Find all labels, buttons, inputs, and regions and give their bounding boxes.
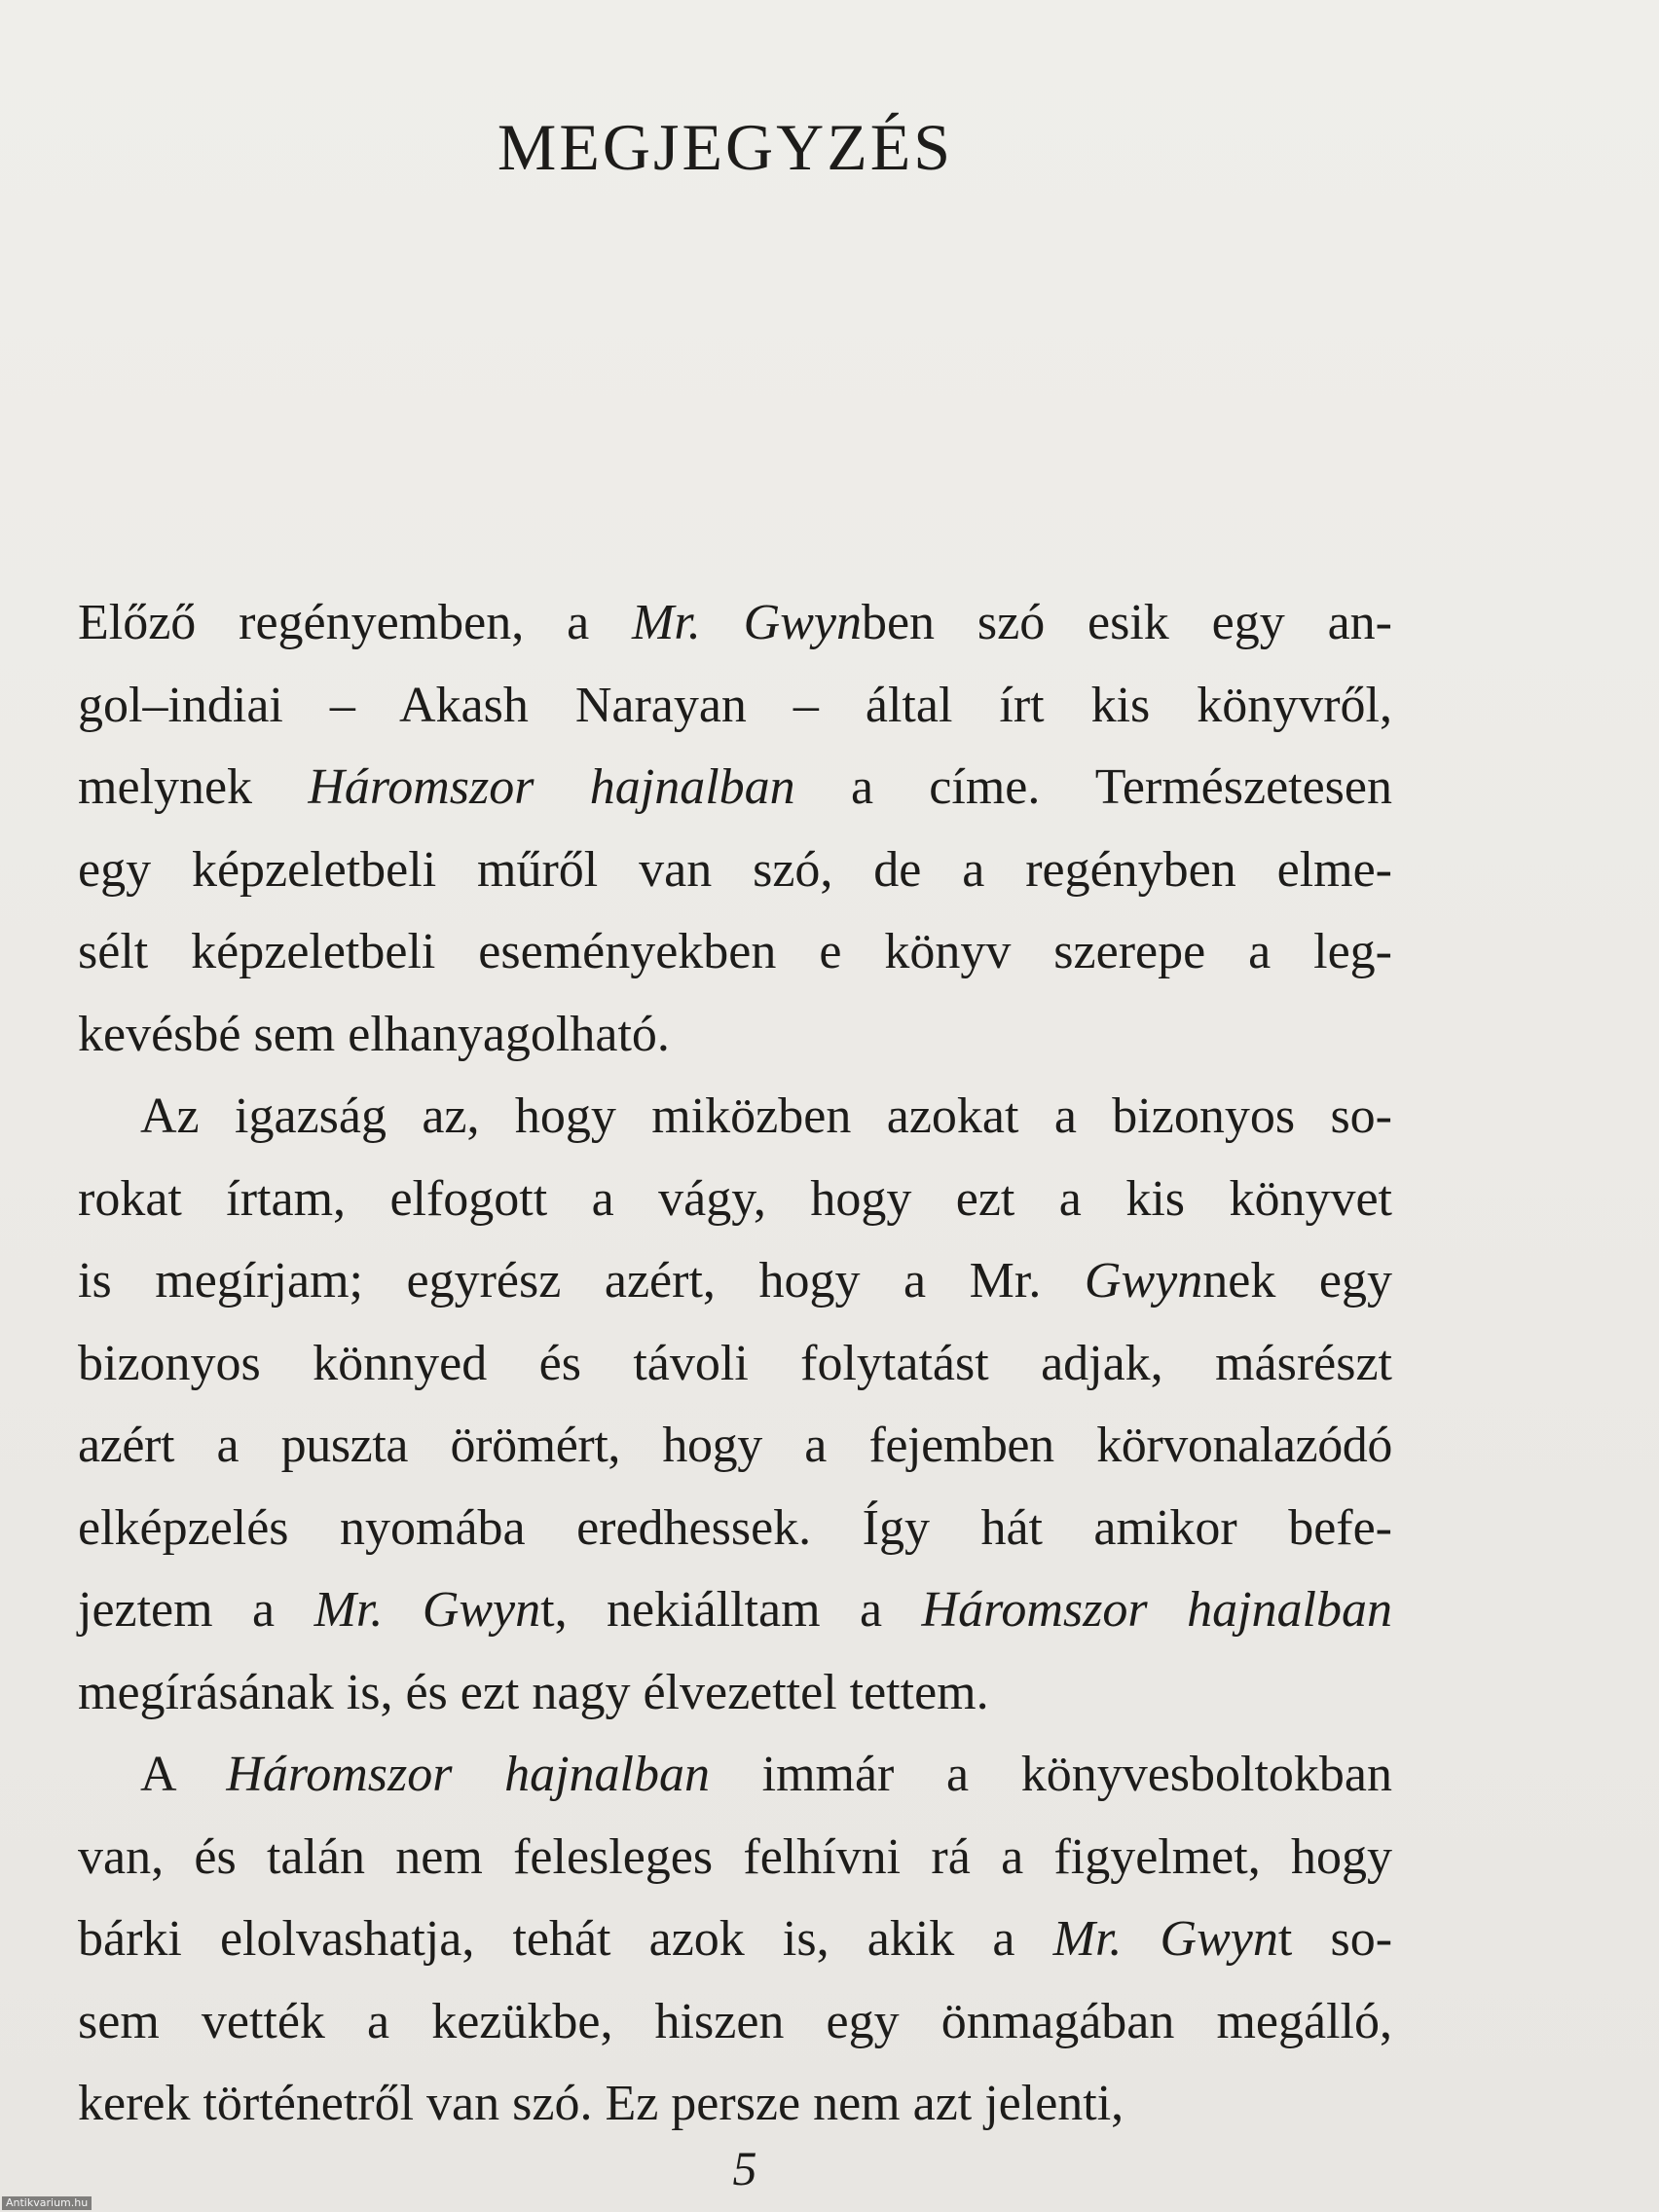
text-line — [78, 1817, 1392, 1899]
italic-title-run: Mr. Gwyn — [313, 1582, 541, 1638]
text-run: sem vették a kezükbe, hiszen egy önmagában megálló, — [78, 1993, 1392, 2049]
text-line — [78, 911, 1392, 994]
text-line — [78, 1981, 1392, 2064]
text-line — [78, 1240, 1392, 1323]
text-line — [78, 582, 1392, 665]
text-line — [78, 2063, 1392, 2146]
text-run: Előző regényemben, a — [78, 595, 632, 650]
text-run: ben szó esik egy an- — [861, 595, 1392, 650]
text-run: rokat írtam, elfogott a vágy, hogy ezt a kis könyvet — [78, 1170, 1392, 1227]
text-line — [78, 830, 1392, 912]
watermark: Antikvarium.hu — [2, 2196, 92, 2210]
italic-title-run: Háromszor hajnalban — [226, 1747, 710, 1802]
text-run: bizonyos könnyed és távoli folytatást adjak, másrészt — [78, 1335, 1392, 1391]
text-run: t so- — [1277, 1911, 1393, 1967]
text-run: nek egy — [1202, 1253, 1392, 1309]
text-line — [78, 747, 1392, 830]
text-line — [78, 665, 1392, 748]
italic-title-run: Mr. Gwyn — [1052, 1911, 1278, 1967]
italic-title-run: Háromszor hajnalban — [308, 759, 795, 815]
text-run: gol–indiai – Akash Narayan – által írt kis könyvről, — [78, 677, 1392, 733]
text-run: elképzelés nyomába eredhessek. Így hát amikor befe- — [78, 1499, 1392, 1556]
text-run: megírásának is, és ezt nagy élvezettel tettem. — [78, 1664, 989, 1720]
text-line — [78, 994, 1392, 1077]
text-run: A — [140, 1747, 227, 1802]
italic-title-run: Mr. Gwyn — [632, 595, 862, 650]
text-line — [78, 1405, 1392, 1488]
page-number: 5 — [732, 2141, 757, 2195]
text-line — [78, 1734, 1392, 1817]
text-run: immár a könyvesboltokban — [709, 1747, 1393, 1802]
text-run: Az igazság az, hogy miközben azokat a bizonyos so- — [140, 1088, 1392, 1144]
text-run: is megírjam; egyrész azért, hogy a Mr. — [78, 1253, 1085, 1309]
text-line — [78, 1076, 1392, 1159]
text-line — [78, 1488, 1392, 1570]
text-run: kerek történetről van szó. Ez persze nem azt jelenti, — [78, 2076, 1124, 2131]
text-line — [78, 1652, 1392, 1735]
body-text — [78, 582, 1392, 2146]
text-run: melynek — [78, 759, 309, 815]
text-line — [78, 1899, 1392, 1981]
text-run: jeztem a — [78, 1582, 314, 1638]
text-run: egy képzeletbeli műről van szó, de a regényben elme- — [78, 841, 1392, 898]
text-run: sélt képzeletbeli eseményekben e könyv szerepe a leg- — [78, 924, 1392, 979]
text-run: bárki elolvashatja, tehát azok is, akik a — [78, 1911, 1053, 1967]
text-run: a címe. Természetesen — [794, 759, 1393, 815]
text-run: azért a puszta örömért, hogy a fejemben körvonalazódó — [78, 1418, 1392, 1473]
italic-title-run: Háromszor hajnalban — [921, 1582, 1392, 1638]
italic-title-run: Gwyn — [1084, 1253, 1203, 1309]
text-line — [78, 1569, 1392, 1652]
text-line — [78, 1323, 1392, 1406]
text-run: van, és talán nem felesleges felhívni rá a figyelmet, hogy — [78, 1828, 1392, 1885]
text-line — [78, 1159, 1392, 1241]
text-run: kevésbé sem elhanyagolható. — [78, 1006, 670, 1062]
chapter-title: MEGJEGYZÉS — [497, 110, 954, 184]
text-run: t, nekiálltam a — [540, 1582, 922, 1638]
